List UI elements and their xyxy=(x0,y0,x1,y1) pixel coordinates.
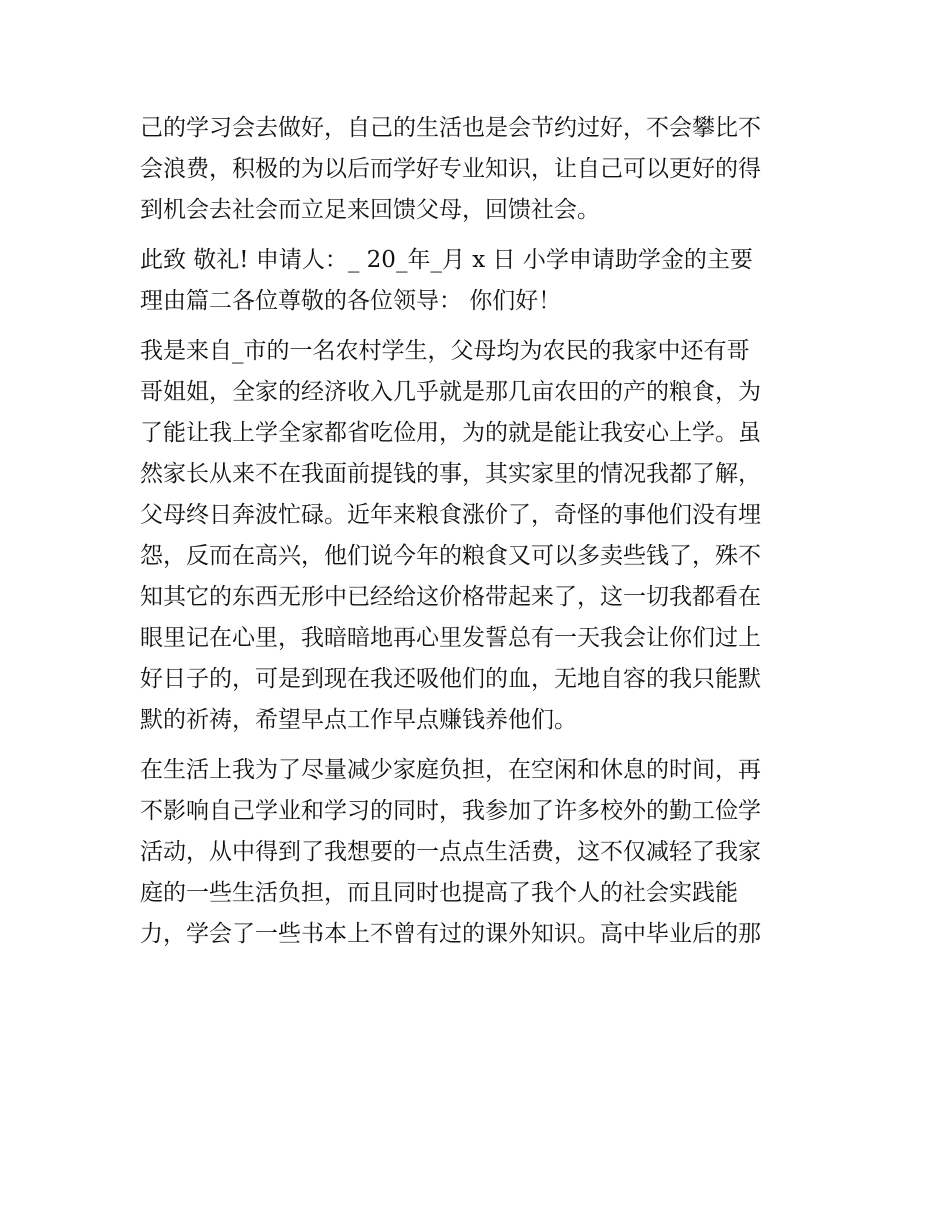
text-line: 好日子的，可是到现在我还吸他们的血，无地自容的我只能默 xyxy=(140,666,761,692)
text-line: 眼里记在心里，我暗暗地再心里发誓总有一天我会让你们过上 xyxy=(140,625,761,651)
text-line: 哥姐姐，全家的经济收入几乎就是那几亩农田的产的粮食，为 xyxy=(140,379,761,405)
text-line: 己的学习会去做好，自己的生活也是会节约过好，不会攀比不 xyxy=(140,115,761,141)
text-line: 此致 敬礼! 申请人：_ 20_年_月 x 日 小学申请助学金的主要 xyxy=(140,247,753,273)
text-line: 知其它的东西无形中已经给这价格带起来了，这一切我都看在 xyxy=(140,584,761,610)
text-line: 会浪费，积极的为以后而学好专业知识，让自己可以更好的得 xyxy=(140,156,761,182)
text-line: 父母终日奔波忙碌。近年来粮食涨价了，奇怪的事他们没有埋 xyxy=(140,502,761,528)
text-line: 然家长从来不在我面前提钱的事，其实家里的情况我都了解， xyxy=(140,461,761,487)
text-line: 到机会去社会而立足来回馈父母，回馈社会。 xyxy=(140,197,600,223)
text-line: 默的祈祷，希望早点工作早点赚钱养他们。 xyxy=(140,707,577,733)
text-line: 在生活上我为了尽量减少家庭负担，在空闲和休息的时间，再 xyxy=(140,757,761,783)
text-line: 怨，反而在高兴，他们说今年的粮食又可以多卖些钱了，殊不 xyxy=(140,543,761,569)
text-line: 力，学会了一些书本上不曾有过的课外知识。高中毕业后的那 xyxy=(140,921,761,947)
text-line: 活动，从中得到了我想要的一点点生活费，这不仅减轻了我家 xyxy=(140,839,761,865)
text-line: 理由篇二各位尊敬的各位领导： 你们好！ xyxy=(140,288,562,314)
text-line: 我是来自_市的一名农村学生，父母均为农民的我家中还有哥 xyxy=(140,338,750,364)
text-line: 了能让我上学全家都省吃俭用，为的就是能让我安心上学。虽 xyxy=(140,420,761,446)
document-body xyxy=(140,108,820,955)
text-line: 庭的一些生活负担，而且同时也提高了我个人的社会实践能 xyxy=(140,880,738,906)
text-line: 不影响自己学业和学习的同时，我参加了许多校外的勤工俭学 xyxy=(140,798,761,824)
